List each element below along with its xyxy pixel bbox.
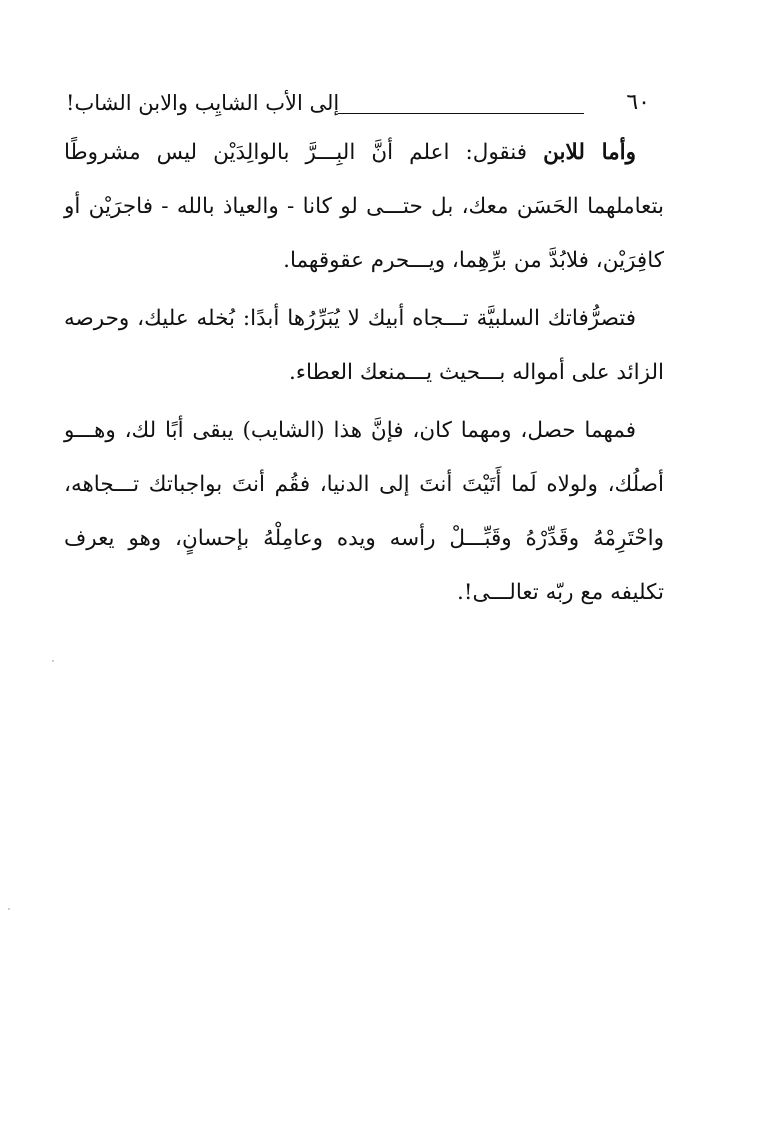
page-header <box>66 86 658 122</box>
paragraph-2 <box>64 292 664 400</box>
running-title: إلى الأب الشايِب والابن الشاب! <box>66 91 340 115</box>
paragraph-1-lead: وأما للابن <box>543 140 636 165</box>
body-text <box>64 126 664 624</box>
paragraph-1-text: فنقول: اعلم أنَّ البِـــرَّ بالوالِدَيْن ليس مشروطًا بتعاملهما الحَسَن معك، بل حتـــى لو كانا - والعياذ بالله - فاجرَيْن أو كافِرَيْن، فلابُدَّ من برِّهِما، ويـــحرم عقوقهما. <box>64 140 664 273</box>
paragraph-1 <box>64 126 664 288</box>
paragraph-2-text: فتصرُّفاتك السلبيَّة تـــجاه أبيك لا يُبَرِّرُها أبدًا: بُخله عليك، وحرصه الزائد على أمواله بـــحيث يـــمنعك العطاء. <box>64 306 664 385</box>
scan-speck <box>52 660 54 662</box>
scan-speck <box>8 908 10 910</box>
paragraph-3 <box>64 404 664 620</box>
header-rule <box>338 113 584 114</box>
paragraph-3-text: فمهما حصل، ومهما كان، فإنَّ هذا (الشايب) يبقى أبًا لك، وهـــو أصلُك، ولولاه لَما أَتَيْتَ أنتَ إلى الدنيا، فقُم أنتَ بواجباتك تـــجاهه، واحْتَرِمْهُ وقَدِّرْهُ وقَبِّـــلْ رأسه ويده وعامِلْهُ بإحسانٍ، وهو يعرف تكليفه مع ربّه تعالـــى!. <box>64 418 664 605</box>
page-number: ٦٠ <box>626 90 650 115</box>
